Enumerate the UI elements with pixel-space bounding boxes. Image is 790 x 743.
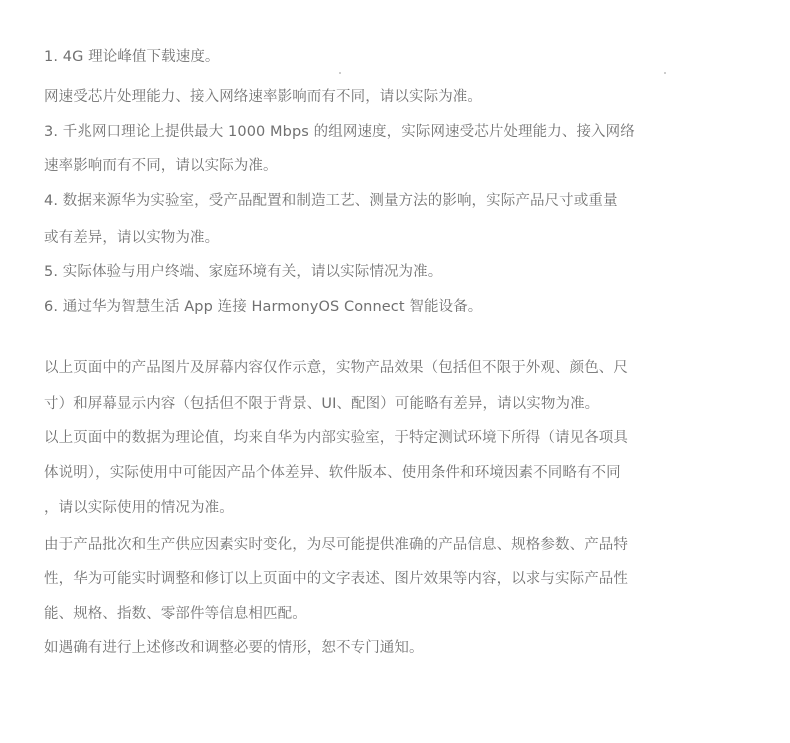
footnote-line: 或有差异，请以实物为准。	[44, 230, 220, 246]
disclaimer-line: 以上页面中的数据为理论值，均来自华为内部实验室，于特定测试环境下所得（请见各项具	[44, 430, 628, 446]
disclaimer-line: 体说明），实际使用中可能因产品个体差异、软件版本、使用条件和环境因素不同略有不同	[44, 465, 621, 481]
footnote-line: 6. 通过华为智慧生活 App 连接 HarmonyOS Connect 智能设备。	[44, 299, 483, 315]
footnote-line: 速率影响而有不同，请以实际为准。	[44, 158, 278, 174]
disclaimer-line: ，请以实际使用的情况为准。	[44, 500, 234, 516]
disclaimer-line: 能、规格、指数、零部件等信息相匹配。	[44, 606, 307, 622]
footnote-line: 网速受芯片处理能力、接入网络速率影响而有不同，请以实际为准。	[44, 89, 482, 105]
footnote-line: 4. 数据来源华为实验室，受产品配置和制造工艺、测量方法的影响，实际产品尺寸或重量	[44, 193, 618, 209]
disclaimer-line: 以上页面中的产品图片及屏幕内容仅作示意，实物产品效果（包括但不限于外观、颜色、尺	[44, 360, 628, 376]
decor-dot	[339, 72, 341, 74]
footnote-line: 5. 实际体验与用户终端、家庭环境有关，请以实际情况为准。	[44, 264, 443, 280]
disclaimer-line: 如遇确有进行上述修改和调整必要的情形，恕不专门通知。	[44, 640, 424, 656]
footnote-line: 1. 4G 理论峰值下载速度。	[44, 49, 220, 65]
disclaimer-line: 寸）和屏幕显示内容（包括但不限于背景、UI、配图）可能略有差异，请以实物为准。	[44, 396, 600, 412]
decor-dot	[664, 72, 666, 74]
disclaimer-line: 性，华为可能实时调整和修订以上页面中的文字表述、图片效果等内容，以求与实际产品性	[44, 571, 628, 587]
disclaimer-line: 由于产品批次和生产供应因素实时变化，为尽可能提供准确的产品信息、规格参数、产品特	[44, 537, 628, 553]
footnote-line: 3. 千兆网口理论上提供最大 1000 Mbps 的组网速度，实际网速受芯片处理能力、接入网络	[44, 124, 635, 140]
